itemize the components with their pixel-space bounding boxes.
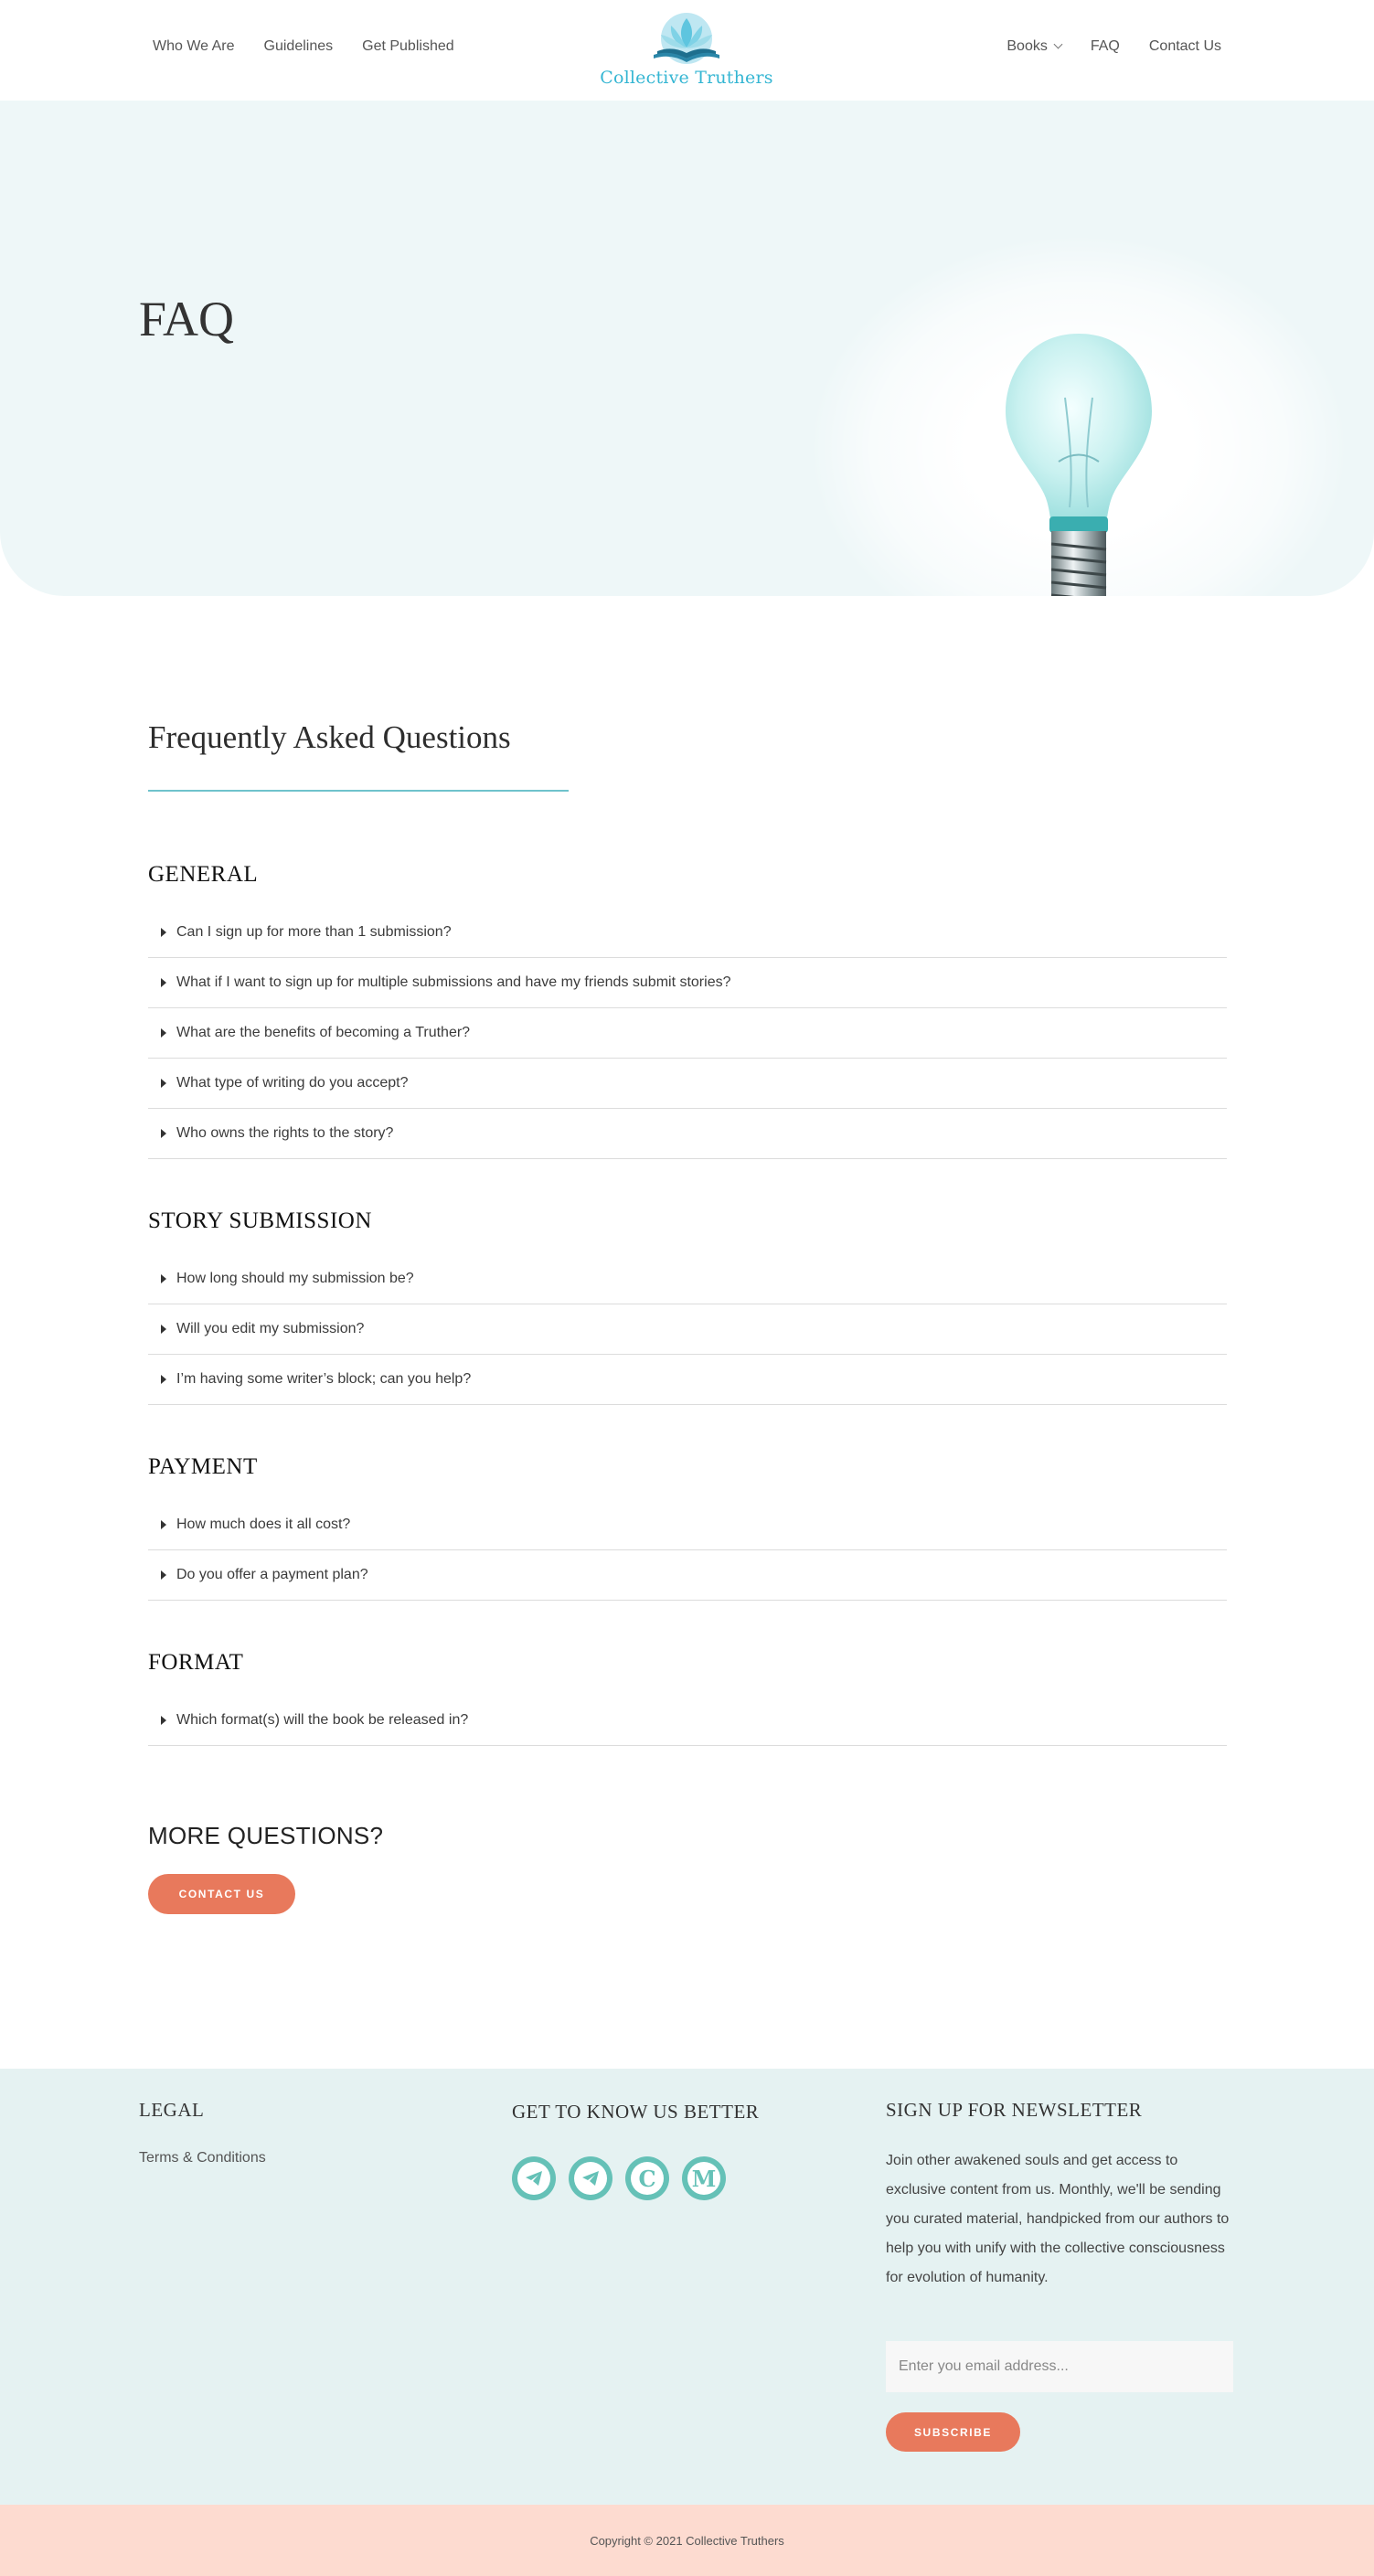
caret-right-icon [161,1079,166,1088]
more-questions-heading: MORE QUESTIONS? [148,1822,384,1849]
faq-question: How long should my submission be? [176,1271,414,1286]
caret-right-icon [161,978,166,987]
lightbulb-icon [978,325,1179,596]
faq-question: Will you edit my submission? [176,1321,365,1336]
newsletter-description: Join other awakened souls and get access to exclusive content from us. Monthly, we'll be sending you curated material, handpicked from our authors to help you with unify with the collective consciousness for evolution of humanity. [886,2153,1230,2285]
faq-question: Can I sign up for more than 1 submission? [176,924,452,940]
caret-right-icon [161,1520,166,1529]
nav-contact-us[interactable]: Contact Us [1148,38,1221,54]
copyright-text: Copyright © 2021 Collective Truthers [590,2533,784,2548]
telegram-icon[interactable] [569,2156,612,2200]
faq-item[interactable] [148,1254,1227,1304]
nav-faq[interactable]: FAQ [1090,38,1120,54]
c-icon[interactable] [625,2156,669,2200]
faq-item[interactable] [148,1059,1227,1109]
nav-books[interactable] [1007,38,1060,55]
faq-heading: Frequently Asked Questions [148,719,511,755]
footer-legal-title: LEGAL [139,2099,205,2121]
section-title-payment: PAYMENT [148,1454,258,1479]
chevron-down-icon [1053,40,1062,49]
copyright-bar [0,2505,1374,2576]
nav-who-we-are[interactable]: Who We Are [153,38,235,54]
medium-icon[interactable] [682,2156,726,2200]
faq-item[interactable] [148,1696,1227,1746]
subscribe-button[interactable]: SUBSCRIBE [886,2412,1020,2452]
faq-list-general [148,908,1227,1159]
caret-right-icon [161,1716,166,1725]
caret-right-icon [161,1129,166,1138]
m-glyph: M [687,2162,720,2195]
caret-right-icon [161,1325,166,1334]
paper-plane-icon [581,2170,600,2187]
footer-social-title: GET TO KNOW US BETTER [512,2101,760,2123]
heading-divider [148,790,569,792]
nav-guidelines[interactable]: Guidelines [263,38,334,54]
faq-item[interactable] [148,1355,1227,1405]
hero-banner [0,101,1374,596]
section-title-format: FORMAT [148,1650,244,1675]
c-glyph: C [631,2162,664,2195]
faq-item[interactable] [148,1109,1227,1159]
faq-question: What type of writing do you accept? [176,1075,409,1091]
faq-item[interactable] [148,1008,1227,1059]
paper-plane-icon [525,2170,543,2187]
social-links [512,2156,726,2200]
faq-question: What if I want to sign up for multiple submissions and have my friends submit stories? [176,974,731,990]
telegram-icon-inner [574,2162,607,2195]
nav-books-label: Books [1007,38,1048,54]
section-title-story-submission: STORY SUBMISSION [148,1208,372,1233]
caret-right-icon [161,1375,166,1384]
nav-left [153,38,454,55]
faq-question: I’m having some writer’s block; can you help? [176,1371,472,1387]
email-input[interactable] [886,2341,1233,2392]
faq-item[interactable] [148,1304,1227,1355]
page-title: FAQ [139,292,235,346]
nav-right [1007,38,1221,55]
caret-right-icon [161,1028,166,1038]
terms-conditions-link[interactable]: Terms & Conditions [139,2150,266,2166]
telegram-icon-inner [517,2162,550,2195]
faq-question: Who owns the rights to the story? [176,1125,394,1141]
section-title-general: GENERAL [148,862,259,887]
contact-us-button[interactable]: CONTACT US [148,1874,295,1914]
nav-get-published[interactable]: Get Published [362,38,454,54]
faq-question: Which format(s) will the book be released in? [176,1712,469,1728]
logo-text: Collective Truthers [600,68,773,88]
faq-item[interactable] [148,1550,1227,1601]
faq-item[interactable] [148,1500,1227,1550]
caret-right-icon [161,928,166,937]
faq-question: How much does it all cost? [176,1517,351,1532]
faq-question: What are the benefits of becoming a Truther? [176,1025,471,1040]
faq-list-format [148,1696,1227,1746]
site-logo[interactable] [595,11,778,93]
lotus-book-icon [641,11,732,66]
faq-item[interactable] [148,958,1227,1008]
site-header [0,0,1374,101]
faq-question: Do you offer a payment plan? [176,1567,368,1582]
footer-newsletter-title: SIGN UP FOR NEWSLETTER [886,2099,1143,2121]
telegram-icon[interactable] [512,2156,556,2200]
caret-right-icon [161,1570,166,1580]
faq-list-story-submission [148,1254,1227,1405]
faq-item[interactable] [148,908,1227,958]
caret-right-icon [161,1274,166,1283]
faq-list-payment [148,1500,1227,1601]
